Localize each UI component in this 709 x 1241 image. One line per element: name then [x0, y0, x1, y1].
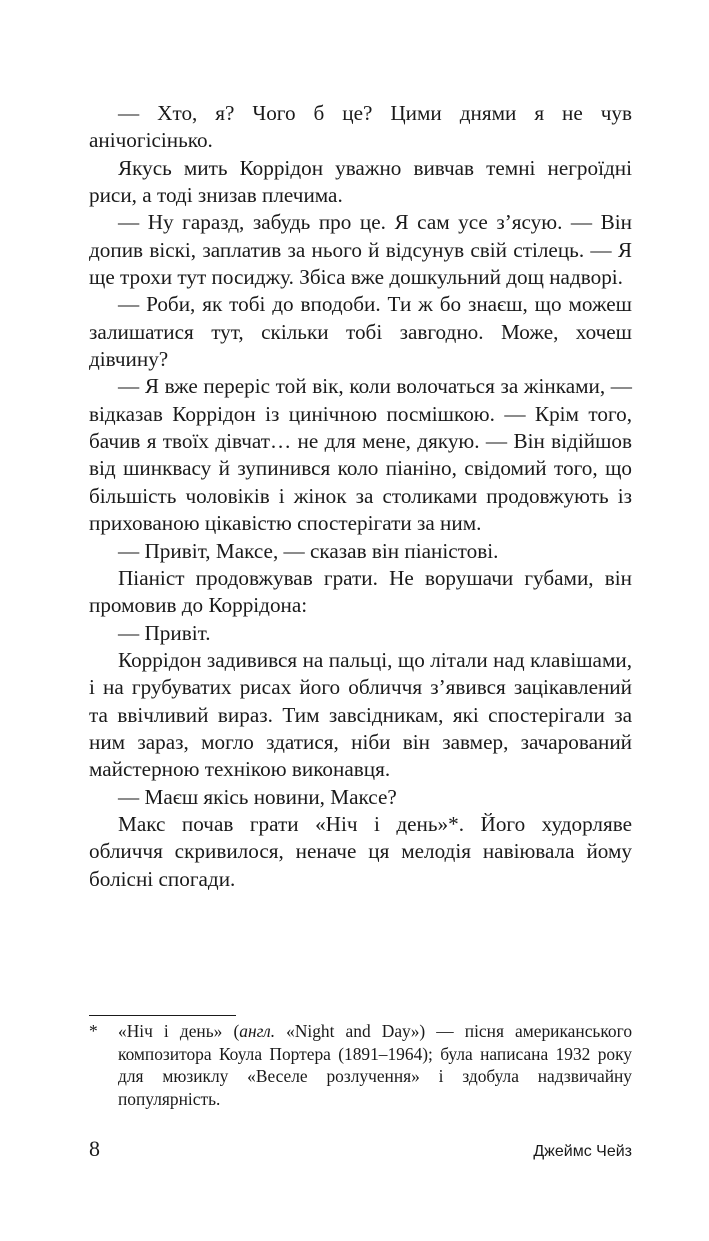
- footnote-body: «Night and Day») — пісня американського композитора Коула Портера (1891–1964); була написана 1932 року для мюзиклу «Веселе розлучення» і здобула надзвичайну популярність.: [118, 1021, 633, 1109]
- paragraph: — Привіт, Максе, — сказав він піаністові.: [118, 538, 499, 563]
- footnote-lang-abbr: англ.: [239, 1021, 276, 1041]
- page-number: 8: [89, 1136, 100, 1161]
- footnote: [89, 1020, 632, 1110]
- paragraph: Макс почав грати «Ніч і день»*. Його худорляве обличчя скривилося, неначе ця мелодія навіювала йому болісні спогади.: [89, 811, 632, 891]
- paragraph: — Хто, я? Чого б це? Цими днями я не чув анічогісінько.: [89, 101, 632, 153]
- footnote-title: «Ніч і день»: [118, 1021, 223, 1041]
- paragraph: — Привіт.: [118, 620, 211, 645]
- page-body: [89, 100, 632, 893]
- paragraph: Піаніст продовжував грати. Не ворушачи губами, він промовив до Коррідона:: [89, 565, 632, 618]
- running-footer-author: Джеймс Чейз: [533, 1143, 632, 1160]
- paragraph: — Я вже переріс той вік, коли волочаться за жінками, — відказав Коррідон із цинічною посмішкою. — Крім того, бачив я твоїх дівчат… не для мене, дякую. — Він відійшов від шинквасу й зупинився коло піаніно, свідомий того, що більшість чоловіків і жінок за столиками продовжують із прихованою цікавістю спостерігати за ним.: [89, 374, 632, 536]
- paragraph: — Роби, як тобі до вподоби. Ти ж бо знаєш, що можеш залишатися тут, скільки тобі завгодно. Може, хочеш дівчину?: [89, 292, 632, 372]
- paragraph: — Маєш якісь новини, Максе?: [118, 784, 397, 809]
- body-text: [89, 100, 632, 893]
- footnote-text: [118, 1020, 632, 1110]
- footnote-divider: [89, 1015, 236, 1016]
- paragraph: Якусь мить Коррідон уважно вивчав темні негроїдні риси, а тоді знизав плечима.: [89, 155, 632, 208]
- footnote-marker: *: [89, 1021, 98, 1041]
- paragraph: — Ну гаразд, забудь про це. Я сам усе з’ясую. — Він допив віскі, заплатив за нього й відсунув свій стілець. — Я ще трохи тут посиджу. Збіса вже дошкульний дощ надворі.: [89, 210, 632, 290]
- paragraph: Коррідон задивився на пальці, що літали над клавішами, і на грубуватих рисах його обличчя з’явився зацікавлений та ввічливий вираз. Тим завсідникам, які спостерігали за ним зараз, могло здатися, ніби він завмер, зачарований майстерною технікою виконавця.: [89, 647, 632, 782]
- footnote-paren: (: [222, 1021, 240, 1041]
